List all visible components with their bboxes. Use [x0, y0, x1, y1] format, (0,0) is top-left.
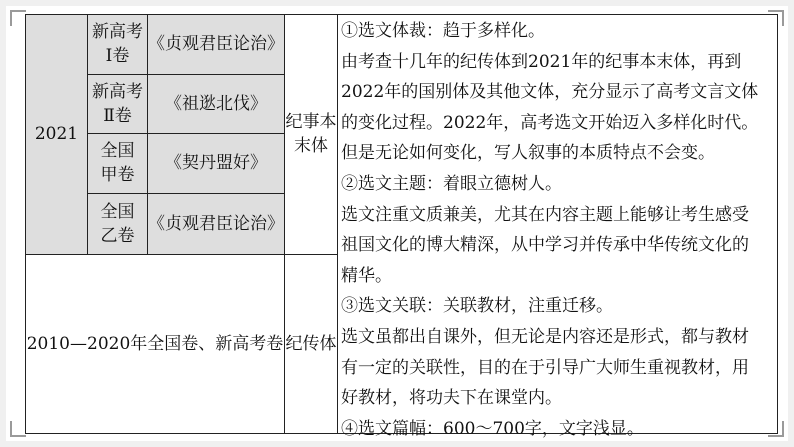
paper-name: 全国 甲卷 [100, 141, 135, 185]
corner-mark [10, 421, 26, 437]
paper-title: 《贞观君臣论治》 [148, 34, 284, 54]
year-cell [26, 14, 87, 254]
paper-name-cell [88, 74, 147, 133]
description-line: 精华。 [341, 265, 392, 286]
paper-title: 《贞观君臣论治》 [148, 213, 284, 234]
paper-name: 新高考 Ⅰ卷 [92, 22, 143, 66]
description-line: 祖国文化的博大精深，从中学习并传承中华传统文化的 [341, 235, 749, 256]
genre-text: 纪传体 [285, 333, 337, 354]
description-line: 好教材，将功夫下在课堂内。 [341, 388, 562, 409]
corner-mark [10, 10, 26, 26]
genre-text: 纪事本 末体 [285, 112, 337, 156]
description-line: ④选文篇幅：600～700字，文字浅显。 [341, 418, 644, 439]
paper-title-cell [148, 193, 284, 254]
description-line: 由考查十几年的纪传体到2021年的纪事本末体，再到 [341, 51, 742, 72]
paper-title-cell [148, 74, 284, 133]
period-text: 2010—2020年全国卷、新高考卷 [26, 333, 284, 354]
description-line: 的变化过程。2022年，高考选文开始迈入多样化时代。 [341, 112, 759, 133]
paper-name-cell [88, 14, 147, 74]
description-line: 有一定的关联性，目的在于引导广大师生重视教材，用 [341, 357, 749, 378]
paper-title: 《祖逖北伐》 [165, 93, 267, 114]
paper-title-cell [148, 14, 284, 74]
description-line: ③选文关联：关联教材，注重迁移。 [341, 296, 613, 317]
description-line: 选文注重文质兼美，尤其在内容主题上能够让考生感受 [341, 204, 749, 225]
description-line: 但是无论如何变化，写人叙事的本质特点不会变。 [341, 143, 715, 164]
description-line: 选文虽都出自课外，但无论是内容还是形式，都与教材 [341, 326, 749, 347]
description-line: ①选文体裁：趋于多样化。 [341, 21, 545, 41]
genre-cell [285, 14, 337, 254]
col-divider-desc [337, 14, 338, 434]
paper-name-cell [88, 193, 147, 254]
description-line: 2022年的国别体及其他文体，充分显示了高考文言文体 [341, 82, 759, 103]
table-border-right [777, 14, 778, 434]
paper-title-cell [148, 133, 284, 193]
year-text: 2021 [34, 124, 79, 144]
genre-cell [285, 254, 337, 433]
period-cell [26, 254, 284, 433]
description-cell [341, 16, 771, 444]
paper-name: 新高考 Ⅱ卷 [92, 81, 143, 126]
paper-name-cell [88, 133, 147, 193]
description-line: ②选文主题：着眼立德树人。 [341, 173, 562, 194]
paper-title: 《契丹盟好》 [165, 153, 267, 173]
paper-name: 全国 乙卷 [100, 201, 135, 246]
